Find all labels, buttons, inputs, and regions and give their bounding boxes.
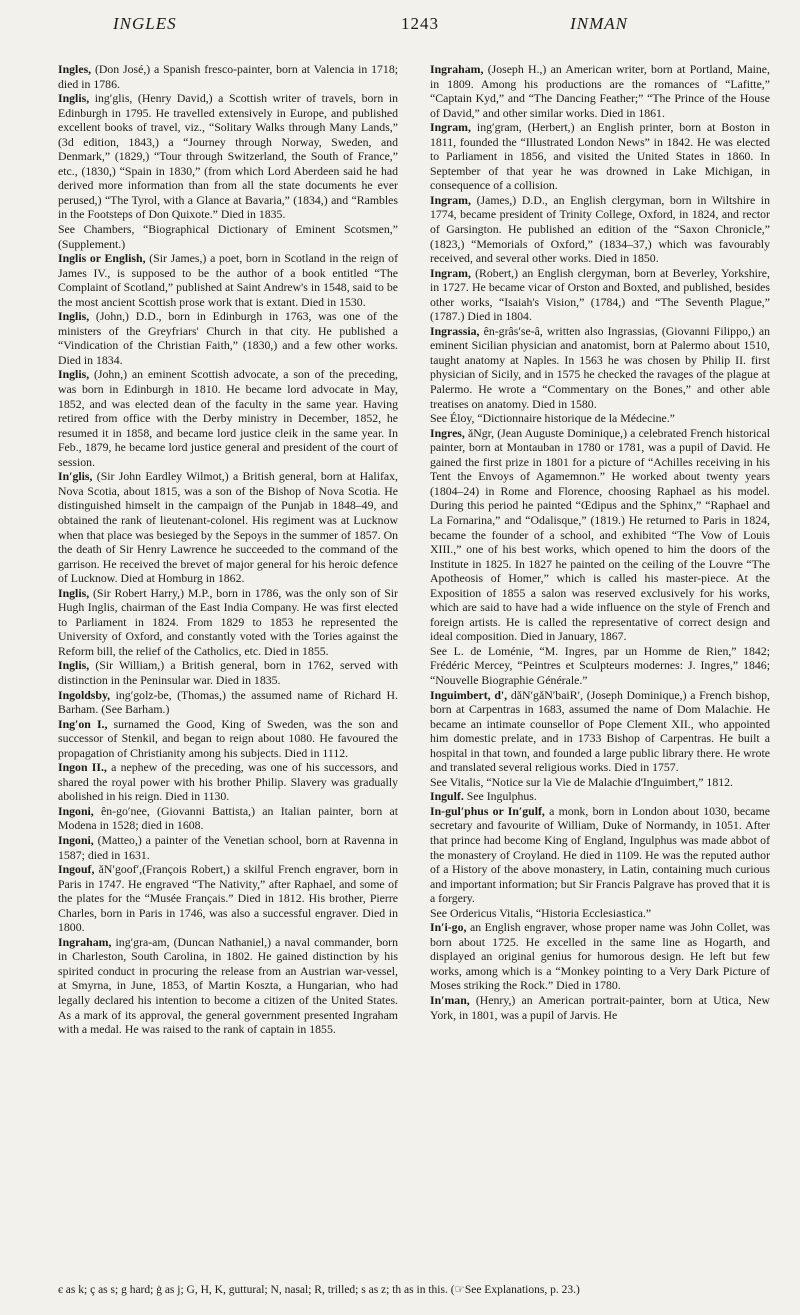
entry-text: ǎN′goof′,(François Robert,) a skilful French engraver, born in Paris in 1747. He engraved “The Nativity,” after Raphael, and some of the plates for the “Musée Français.” Died in 1812. His brother, Pierre Charles, born in Paris in 1746, was also a successful engraver. Died in 1800.: [58, 862, 398, 935]
entry-text: (Matteo,) a painter of the Venetian school, born at Ravenna in 1587; died in 1631.: [58, 832, 398, 862]
right-column: [430, 62, 770, 1270]
entry-headword: Inglis,: [58, 309, 90, 324]
entry-reference: See Chambers, “Biographical Dictionary of Eminent Scotsmen,” (Supplement.): [58, 222, 398, 251]
entry-text: surnamed the Good, King of Sweden, was the son and successor of Stenkil, and began to reign about 1080. He favoured the propagation of Christianity among his subjects. Died in 1112.: [58, 716, 398, 760]
entry-text: ǎNgr, (Jean Auguste Dominique,) a celebrated French historical painter, born at Montauban in 1780 or 1781, was a pupil of David. He gained the first prize in 1801 for a picture of “Achilles receiving in his Tent the Envoys of Agamemnon.” He worked about twenty years (1804–24) in Rome and Florence, choosing Raphael as his model. During this period he painted “Œdipus and the Sphinx,” “Raphael and La Fornarina,” and “Odalisque,” (1819.) He returned to Paris in 1824, became the founder of a school, and exhibited “The Vow of Louis XIII.,” one of his best works, which opened to him the doors of the Institute in 1825. In 1827 he painted on the ceiling of the Louvre “The Apotheosis of Homer,” which is called his master-piece. At the Exposition of 1855 a salon was reserved exclusively for his works, which are said to have had a wide influence on the style of French and foreign artists. He is called the representative of correct design and ideal composition. Died in January, 1867.: [430, 425, 770, 644]
entry-headword: In′glis,: [58, 469, 93, 484]
entry-text: a nephew of the preceding, was one of his successors, and shared the royal power with his brother Philip. Slavery was gradually abolished in his reign. Died in 1130.: [58, 760, 398, 804]
entry-headword: Ingoni,: [58, 803, 94, 818]
dictionary-entry: [58, 251, 398, 309]
dictionary-entry: [430, 426, 770, 644]
dictionary-entry: [430, 324, 770, 411]
dictionary-entry: [58, 62, 398, 91]
entry-headword: Ingoni,: [58, 832, 94, 847]
entry-headword: Inglis,: [58, 658, 90, 673]
entry-headword: Inglis,: [58, 91, 90, 106]
entry-headword: Ingraham,: [430, 62, 484, 76]
entry-headword: In-gul′phus or In′gulf,: [430, 803, 545, 818]
dictionary-entry: [58, 367, 398, 469]
dictionary-entry: [58, 804, 398, 833]
entry-text: (Sir William,) a British general, born in 1762, served with distinction in the Peninsular war. Died in 1835.: [58, 658, 398, 687]
dictionary-entry: [430, 993, 770, 1022]
entry-text: ing′gram, (Herbert,) an English printer, born at Boston in 1811, founded the “Illustrated London News” in 1842. He was elected to Parliament in 1856, and visited the United States in 1860. In September of that year he was drowned in Lake Michigan, in consequence of a collision.: [430, 120, 770, 193]
entry-text: ên-grâs′se-â, written also Ingrassias, (Giovanni Filippo,) an eminent Sicilian physician and anatomist, born at Palermo about 1510, taught anatomy at Naples. In 1563 he was chosen by Philip II. first physician of Sicily, and in 1575 he checked the ravages of the plague at Palermo. He wrote a “Commentary on the Bones,” and other able treatises on anatomy. Died in 1580.: [430, 323, 770, 411]
entry-headword: Ingram,: [430, 192, 471, 207]
entry-text: (Don José,) a Spanish fresco-painter, born at Valencia in 1718; died in 1786.: [58, 62, 398, 91]
entry-text: dǎN′gǎN′baiR′, (Joseph Dominique,) a French bishop, born at Carpentras in 1683, assumed the name of Dom Malachie. He became an intimate counsellor of Pope Clement XII., who appointed him domestic prelate, and in 1733 Bishop of Carpentras. He built a hospital in that town, and founded a large public library there. He wrote and translated several religious works. Died in 1757.: [430, 687, 770, 775]
entry-reference: See Éloy, “Dictionnaire historique de la Médecine.”: [430, 411, 675, 426]
dictionary-entry: [430, 804, 770, 906]
dictionary-entry: [430, 688, 770, 775]
entry-text: (Sir James,) a poet, born in Scotland in the reign of James IV., is supposed to be the author of a book entitled “The Complaint of Scotland,” published at Saint Andrew's in 1548, said to be the most ancient Scottish prose work that is extant. Died in 1530.: [58, 251, 398, 309]
entry-text: (Robert,) an English clergyman, born at Beverley, Yorkshire, in 1727. He became vicar of Orston and Boxted, and published, besides other works, “Isaiah's Vision,” (1784,) and “The Seventh Plague,” (1787.) Died in 1804.: [430, 265, 770, 324]
dictionary-entry: [430, 193, 770, 266]
entry-headword: Ingoldsby,: [58, 687, 111, 702]
entry-headword: Ingouf,: [58, 862, 95, 877]
dictionary-entry: [58, 833, 398, 862]
entry-text: ên-go′nee, (Giovanni Battista,) an Italian painter, born at Modena in 1528; died in 1608.: [58, 803, 398, 833]
entry-reference: See Ordericus Vitalis, “Historia Ecclesiastica.”: [430, 905, 652, 920]
dictionary-entry: [430, 920, 770, 993]
page-number: 1243: [401, 14, 439, 33]
dictionary-entry: [58, 91, 398, 222]
entry-headword: Inglis,: [58, 367, 90, 382]
dictionary-entry: [58, 717, 398, 761]
entry-headword: Ingres,: [430, 425, 465, 440]
dictionary-entry: [430, 120, 770, 193]
entry-reference: See Vitalis, “Notice sur la Vie de Malachie d'Inguimbert,” 1812.: [430, 774, 733, 789]
page-header: [58, 8, 773, 42]
dictionary-entry: [430, 266, 770, 324]
dictionary-entry: [430, 62, 770, 120]
entry-headword: In′i-go,: [430, 920, 467, 935]
entry-headword: Ingram,: [430, 265, 471, 280]
dictionary-entry: [58, 760, 398, 804]
entry-text: an English engraver, whose proper name was John Collet, was born about 1725. He excelled in the same line as Hogarth, and displayed an original genius for humorous design. He left but few works, among which is a “Monkey pointing to a Very Dark Picture of Moses striking the Rock.” Died in 1780.: [430, 920, 770, 993]
dictionary-entry: [58, 688, 398, 717]
entry-headword: Ingon II.,: [58, 760, 107, 775]
entry-text: ing′golz-be, (Thomas,) the assumed name of Richard H. Barham. (See Barham.): [58, 687, 398, 717]
entry-text: (Sir Robert Harry,) M.P., born in 1786, was the only son of Sir Hugh Inglis, chairman of the East India Company. He was first elected to Parliament in 1824. From 1829 to 1853 he represented the University of Oxford, and constantly voted with the Tories against the Reform bill, the relief of the Catholics, etc. Died in 1855.: [58, 585, 398, 658]
header-left-word: INGLES: [113, 14, 177, 33]
dictionary-entry: [58, 862, 398, 935]
entry-text: (Henry,) an American portrait-painter, born at Utica, New York, in 1801, was a pupil of Jarvis. He: [430, 993, 770, 1022]
dictionary-entry: [58, 309, 398, 367]
entry-text: ing′gra-am, (Duncan Nathaniel,) a naval commander, born in Charleston, South Carolina, in 1802. He gained distinction by his spirited conduct in procuring the release from an Austrian war-vessel, at Smyrna, in June, 1853, of Martin Koszta, a Hungarian, who had legally declared his intention to become a citizen of the United States. As a mark of its approval, the general government presented Ingraham with a medal. He was raised to the rank of captain in 1855.: [58, 934, 398, 1037]
dictionary-entry: [58, 586, 398, 659]
entry-text: (John,) D.D., born in Edinburgh in 1763, was one of the ministers of the Greyfriars' Church in that city. He published a “Vindication of the Christian Faith,” (1830,) and a few other works. Died in 1834.: [58, 309, 398, 367]
entry-text: (Sir John Eardley Wilmot,) a British general, born at Halifax, Nova Scotia, about 1815, was a son of the Bishop of Nova Scotia. He distinguished himselt in the campaign of the Punjab in 1848–49, and obtained the rank of lieutenant-colonel. His regiment was at Lucknow when that place was besieged by the Sepoys in the summer of 1857. On the death of Sir Henry Lawrence he succeeded to the command of the garrison. He received the brevet of major general for his heroic defence of Lucknow. Died at Homburg in 1862.: [58, 469, 398, 586]
entry-text: (James,) D.D., an English clergyman, born in Wiltshire in 1774, became president of Trinity College, Oxford, in 1824, and rector of Garsington. He published an edition of the “Saxon Chronicle,” (1823,) “Memorials of Oxford,” (1834–37,) which was favourably received, and several other works. Died in 1850.: [430, 192, 770, 266]
entry-headword: Ingraham,: [58, 934, 112, 949]
entry-text: See Ingulphus.: [463, 789, 537, 804]
entry-headword: Inguimbert, d',: [430, 687, 508, 702]
entry-text: a monk, born in London about 1030, became secretary and favourite of William, Duke of Normandy, in 1051. After that prince had become King of England, Ingulphus was made abbot of the monastery of Croyland. He died in 1109. He was the reputed author of a History of the above monastery, in Latin, containing much curious and important information; but Sir Francis Palgrave has proved that it is a forgery.: [430, 803, 770, 906]
dictionary-entry: [58, 469, 398, 585]
entry-headword: Ingles,: [58, 62, 92, 76]
entry-headword: Ingulf.: [430, 789, 464, 804]
dictionary-entry: [58, 935, 398, 1037]
entry-headword: Ingrassia,: [430, 323, 480, 338]
entry-headword: Ing′on I.,: [58, 716, 108, 731]
entry-headword: Ingram,: [430, 120, 471, 135]
header-right-word: INMAN: [570, 14, 628, 33]
pronunciation-key: є as k; ç as s; g hard; ġ as j; G, H, K, guttural; N, nasal; R, trilled; s as z; th as in this. (☞See Explanations, p. 23.): [58, 1284, 580, 1296]
entry-text: (John,) an eminent Scottish advocate, a son of the preceding, was born in Edinburgh in 1810. He became lord advocate in May, 1852, and was elected dean of the faculty in the same year. Having retired from office with the Derby ministry in December, 1852, he resumed it in 1858, and became lord justice cleik in the same year. In Feb., 1879, he became lord justice general and president of the court of session.: [58, 367, 398, 469]
entry-reference: See L. de Loménie, “M. Ingres, par un Homme de Rien,” 1842; Frédéric Mercey, “Peintres et Sculpteurs modernes: J. Ingres,” 1846; “Nouvelle Biographie Générale.”: [430, 643, 770, 687]
entry-headword: In′man,: [430, 993, 470, 1007]
dictionary-entry: [58, 658, 398, 687]
entry-text: ing′glis, (Henry David,) a Scottish writer of travels, born in Edinburgh in 1795. He travelled extensively in Europe, and published excellent books of travel, viz., “Solitary Walks through Many Lands,” (3d edition, 1843,) a “Journey through Norway, Sweden, and Denmark,” (1829,) “Tour through Switzerland, the South of France,” etc., (1830,) “Spain in 1830,” (from which Lord Aberdeen said he had derived more information than from all the state documents he ever perused,) “The Tyrol, with a Glance at Bavaria,” (1834,) and “Rambles in the Footsteps of Don Quixote.” Died in 1835.: [58, 91, 398, 222]
left-column: [58, 62, 398, 1270]
entry-headword: Inglis or English,: [58, 251, 146, 266]
entry-text: (Joseph H.,) an American writer, born at Portland, Maine, in 1809. Among his productions are the romances of “Lafitte,” “Captain Kyd,” and “The Dancing Feather;” “The Prince of the House of David,” and other similar works. Died in 1861.: [430, 62, 770, 120]
entry-headword: Inglis,: [58, 585, 90, 600]
dictionary-entry: [430, 789, 770, 804]
